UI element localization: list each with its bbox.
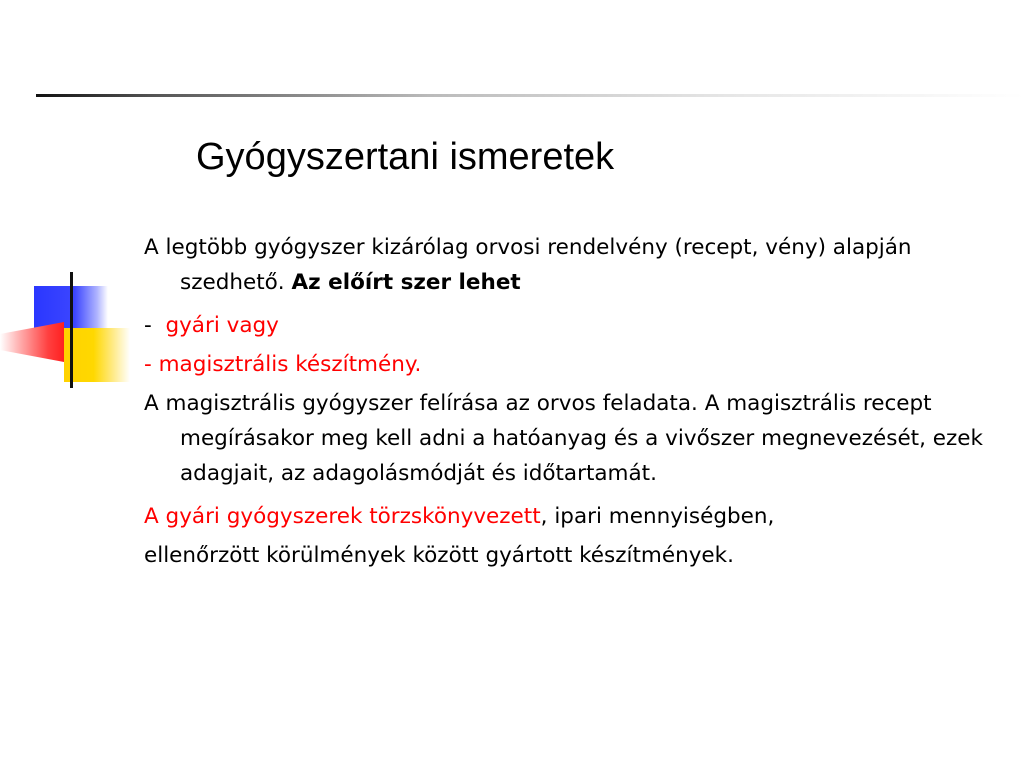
red-wedge [0, 322, 64, 362]
paragraph-text: , ipari mennyiségben, [540, 504, 775, 529]
yellow-square [64, 328, 130, 382]
paragraph-magistral: A magisztrális gyógyszer felírása az orvos feladata. A magisztrális recept megírásakor meg kell adni a hatóanyag és a vivőszer megnevezését, ezek adagjait, az adagolásmódját és időtartamát. [144, 391, 983, 486]
paragraph-text: A legtöbb gyógyszer kizárólag orvosi rendelvény (recept, vény) alapján szedhető. [144, 235, 912, 295]
slide-title: Gyógyszertani ismeretek [196, 136, 615, 178]
list-dash: - [144, 313, 152, 338]
decorative-logo [0, 270, 130, 390]
paragraph-controlled: ellenőrzött körülmények között gyártott készítmények. [144, 543, 734, 568]
paragraph-red-text: A gyári gyógyszerek törzskönyvezett [144, 504, 541, 529]
list-item-factory [144, 308, 994, 343]
list-item-label: gyári vagy [165, 313, 279, 338]
paragraph-prescription [144, 230, 994, 300]
slide-body [144, 230, 994, 581]
horizontal-rule [36, 94, 1024, 97]
paragraph-bold-text: Az előírt szer lehet [291, 270, 521, 295]
vertical-rule [70, 272, 73, 388]
list-item-magistral: - magisztrális készítmény. [144, 352, 422, 377]
paragraph-factory-drugs [144, 499, 994, 534]
